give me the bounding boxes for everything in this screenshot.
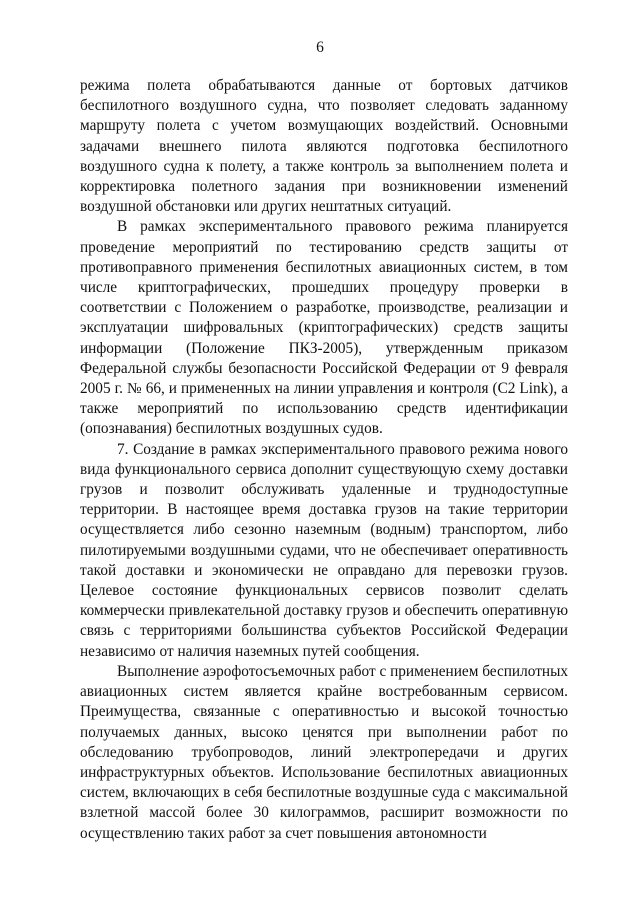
paragraph-aerial-survey: Выполнение аэрофотосъемочных работ с применением беспилотных авиационных систем является крайне востребованным сервисом. Преимущества, связанные с оперативностью и высокой точностью получаемых данных, высоко ценятся при выполнении работ по обследованию трубопроводов, линий электропередачи и других инфраструктурных объектов. Использование беспилотных авиационных систем, включающих в себя беспилотные воздушные суда с максимальной взлетной массой более 30 килограммов, расширит возможности по осуществлению таких работ за счет повышения автономности <box>80 662 568 842</box>
paragraph-item-7: 7. Создание в рамках экспериментального правового режима нового вида функционального сервиса дополнит существующую схему доставки грузов и позволит обслуживать удаленные и труднодоступные территории. В настоящее время доставка грузов на такие территории осуществляется либо сезонно наземным (водным) транспортом, либо пилотируемыми воздушными судами, что не обеспечивает оперативность такой доставки и экономически не оправдано для перевозки грузов. Целевое состояние функциональных сервисов позволит сделать коммерчески привлекательной доставку грузов и обеспечить оперативную связь с территориями большинства субъектов Российской Федерации независимо от наличия наземных путей сообщения. <box>80 440 568 660</box>
paragraph-security-measures: В рамках экспериментального правового режима планируется проведение мероприятий по тестированию средств защиты от противоправного применения беспилотных авиационных систем, в том числе криптографических, прошедших процедуру проверки в соответствии с Положением о разработке, производстве, реализации и эксплуатации шифровальных (криптографических) средств защиты информации (Положение ПКЗ-2005), утвержденным приказом Федеральной службы безопасности Российской Федерации от 9 февраля 2005 г. № 66, и примененных на линии управления и контроля (C2 Link), а также мероприятий по использованию средств идентификации (опознавания) беспилотных воздушных судов. <box>80 218 568 438</box>
page-number: 6 <box>316 39 324 56</box>
document-body <box>80 76 568 844</box>
paragraph-continuation: режима полета обрабатываются данные от бортовых датчиков беспилотного воздушного судна, что позволяет следовать заданному маршруту полета с учетом возмущающих воздействий. Основными задачами внешнего пилота являются подготовка беспилотного воздушного судна к полету, а также контроль за выполнением полета и корректировка полетного задания при возникновении изменений воздушной обстановки или других нештатных ситуаций. <box>80 77 568 216</box>
